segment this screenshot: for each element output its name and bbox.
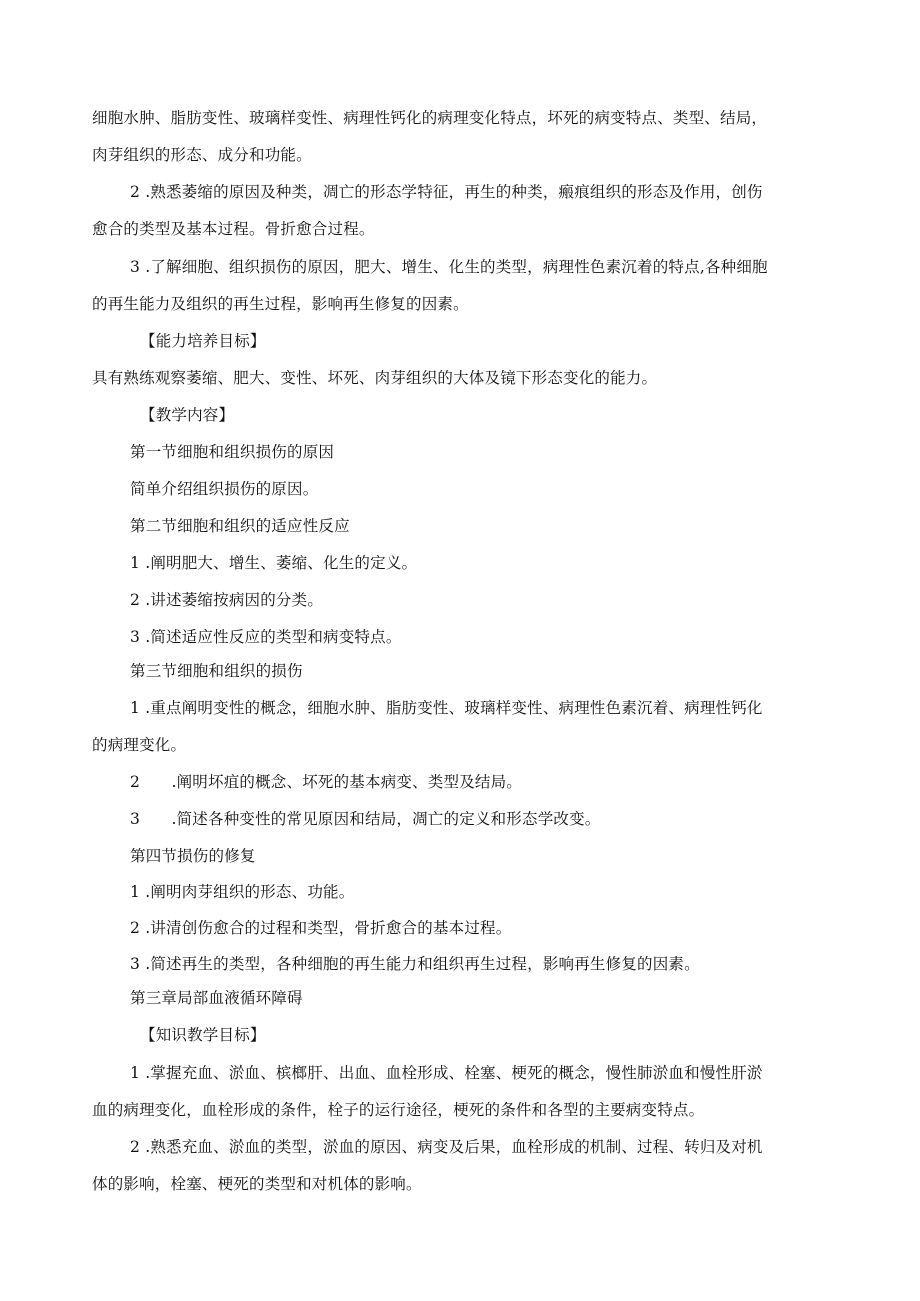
list-item: 1 .掌握充血、淤血、槟榔肝、出血、血栓形成、栓塞、梗死的概念，慢性肺淤血和慢性肝淤 (130, 1064, 763, 1082)
text-line: 的病理变化。 (92, 736, 187, 754)
list-item: 2 .讲述萎缩按病因的分类。 (130, 591, 324, 609)
subsection-title: 第四节损伤的修复 (130, 847, 256, 865)
subsection-title: 第三节细胞和组织的损伤 (130, 662, 303, 680)
list-item: 1 .阐明肉芽组织的形态、功能。 (130, 883, 355, 901)
text-line: 的再生能力及组织的再生过程，影响再生修复的因素。 (92, 295, 469, 313)
subsection-title: 第二节细胞和组织的适应性反应 (130, 517, 350, 535)
section-heading: 【能力培养目标】 (140, 332, 266, 350)
list-item: 1 .阐明肥大、增生、萎缩、化生的定义。 (130, 554, 418, 572)
section-heading: 【教学内容】 (140, 406, 235, 424)
list-item: 2 .熟悉萎缩的原因及种类，凋亡的形态学特征，再生的种类，瘢痕组织的形态及作用，创伤 (130, 183, 763, 201)
list-item: 2 .讲清创伤愈合的过程和类型，骨折愈合的基本过程。 (130, 919, 512, 937)
list-item: 2 .阐明坏疽的概念、坏死的基本病变、类型及结局。 (130, 773, 522, 791)
subsection-title: 第一节细胞和组织损伤的原因 (130, 443, 335, 461)
text-line: 愈合的类型及基本过程。骨折愈合过程。 (92, 220, 375, 238)
list-item: 3 .简述适应性反应的类型和病变特点。 (130, 628, 402, 646)
text-line: 具有熟练观察萎缩、肥大、变性、坏死、肉芽组织的大体及镜下形态变化的能力。 (92, 369, 658, 387)
list-item: 2 .熟悉充血、淤血的类型，淤血的原因、病变及后果，血栓形成的机制、过程、转归及对机 (130, 1138, 763, 1156)
chapter-title: 第三章局部血液循环障碍 (130, 989, 303, 1007)
text-line: 简单介绍组织损伤的原因。 (130, 480, 319, 498)
list-item: 3 .简述各种变性的常见原因和结局，凋亡的定义和形态学改变。 (130, 810, 601, 828)
text-line: 血的病理变化，血栓形成的条件，栓子的运行途径，梗死的条件和各型的主要病变特点。 (92, 1101, 705, 1119)
text-line: 体的影响，栓塞、梗死的类型和对机体的影响。 (92, 1175, 422, 1193)
list-item: 3 .了解细胞、组织损伤的原因，肥大、增生、化生的类型，病理性色素沉着的特点,各种细胞 (130, 258, 768, 276)
list-item: 3 .简述再生的类型，各种细胞的再生能力和组织再生过程，影响再生修复的因素。 (130, 955, 700, 973)
text-line: 肉芽组织的形态、成分和功能。 (92, 146, 312, 164)
list-item: 1 .重点阐明变性的概念，细胞水肿、脂肪变性、玻璃样变性、病理性色素沉着、病理性钙化 (130, 699, 763, 717)
text-line: 细胞水肿、脂肪变性、玻璃样变性、病理性钙化的病理变化特点，坏死的病变特点、类型、结局， (92, 109, 768, 127)
section-heading: 【知识教学目标】 (140, 1026, 266, 1044)
